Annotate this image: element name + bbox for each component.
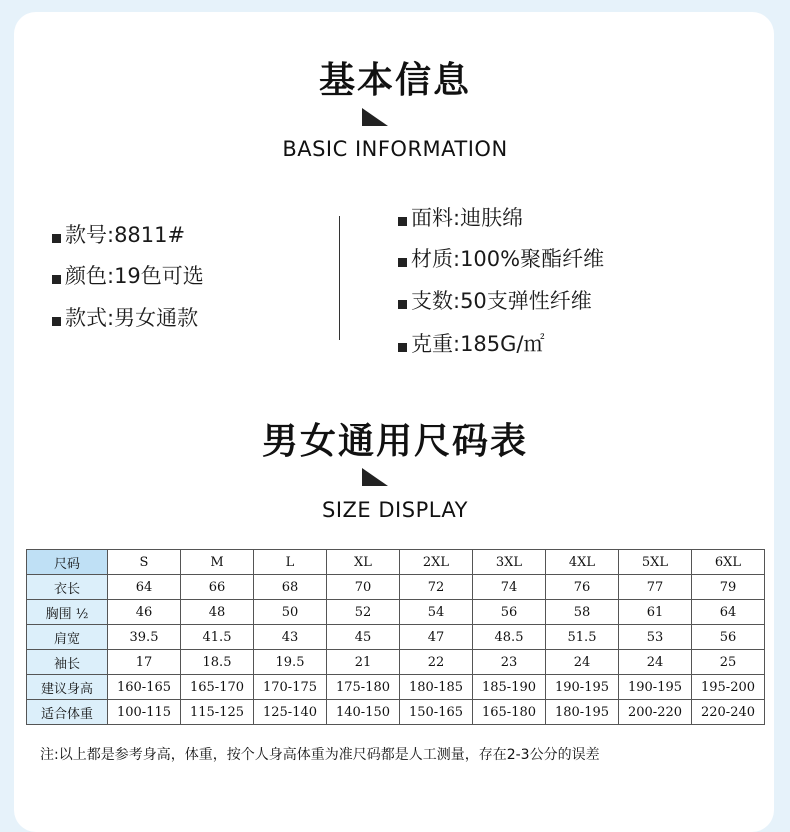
table-cell: 64 <box>108 575 181 600</box>
table-cell: 200-220 <box>619 700 692 725</box>
table-cell: 25 <box>692 650 765 675</box>
size-header-cell: S <box>108 550 181 575</box>
table-cell: 160-165 <box>108 675 181 700</box>
row-label-cell: 袖长 <box>27 650 108 675</box>
table-cell: 220-240 <box>692 700 765 725</box>
table-cell: 74 <box>473 575 546 600</box>
size-header-cell: 5XL <box>619 550 692 575</box>
table-cell: 48 <box>181 600 254 625</box>
table-row <box>27 625 765 650</box>
info-fabric <box>398 202 523 232</box>
table-cell: 39.5 <box>108 625 181 650</box>
triangle-marker-icon <box>362 108 388 126</box>
table-cell: 66 <box>181 575 254 600</box>
table-cell: 47 <box>400 625 473 650</box>
square-bullet-icon <box>52 275 61 284</box>
square-bullet-icon <box>52 317 61 326</box>
table-cell: 21 <box>327 650 400 675</box>
table-cell: 19.5 <box>254 650 327 675</box>
table-cell: 48.5 <box>473 625 546 650</box>
table-cell: 165-170 <box>181 675 254 700</box>
table-cell: 180-185 <box>400 675 473 700</box>
basic-info-subtitle: BASIC INFORMATION <box>282 137 508 161</box>
triangle-marker-icon <box>362 468 388 486</box>
table-cell: 23 <box>473 650 546 675</box>
table-cell: 165-180 <box>473 700 546 725</box>
info-color <box>52 260 204 290</box>
table-row <box>27 675 765 700</box>
table-cell: 180-195 <box>546 700 619 725</box>
size-header-cell: L <box>254 550 327 575</box>
table-cell: 24 <box>619 650 692 675</box>
table-cell: 50 <box>254 600 327 625</box>
row-label-cell: 适合体重 <box>27 700 108 725</box>
table-row <box>27 575 765 600</box>
info-text: 克重:185G/㎡ <box>411 332 545 356</box>
table-cell: 52 <box>327 600 400 625</box>
square-bullet-icon <box>398 258 407 267</box>
basic-info-title: 基本信息 <box>318 60 471 101</box>
row-label-cell: 衣长 <box>27 575 108 600</box>
table-cell: 43 <box>254 625 327 650</box>
row-label-cell: 尺码 <box>27 550 108 575</box>
table-cell: 24 <box>546 650 619 675</box>
table-cell: 45 <box>327 625 400 650</box>
info-yarn-count <box>398 285 592 315</box>
info-text: 颜色:19色可选 <box>65 264 204 288</box>
size-header-cell: 3XL <box>473 550 546 575</box>
info-fit <box>52 302 198 332</box>
info-material <box>398 243 604 273</box>
table-row <box>27 650 765 675</box>
size-header-cell: 2XL <box>400 550 473 575</box>
table-cell: 175-180 <box>327 675 400 700</box>
square-bullet-icon <box>398 217 407 226</box>
row-label-cell: 建议身高 <box>27 675 108 700</box>
info-weight <box>398 328 545 358</box>
info-text: 支数:50支弹性纤维 <box>411 289 592 313</box>
size-header-cell: 4XL <box>546 550 619 575</box>
table-cell: 61 <box>619 600 692 625</box>
info-text: 材质:100%聚酯纤维 <box>411 247 605 271</box>
table-cell: 79 <box>692 575 765 600</box>
info-text: 面料:迪肤绵 <box>411 206 524 230</box>
table-cell: 58 <box>546 600 619 625</box>
table-cell: 115-125 <box>181 700 254 725</box>
table-cell: 190-195 <box>546 675 619 700</box>
info-text: 款式:男女通款 <box>65 306 199 330</box>
table-cell: 125-140 <box>254 700 327 725</box>
table-cell: 70 <box>327 575 400 600</box>
table-cell: 56 <box>473 600 546 625</box>
size-header-cell: 6XL <box>692 550 765 575</box>
table-cell: 22 <box>400 650 473 675</box>
table-cell: 77 <box>619 575 692 600</box>
table-cell: 185-190 <box>473 675 546 700</box>
row-label-cell: 胸围 ½ <box>27 600 108 625</box>
square-bullet-icon <box>398 343 407 352</box>
table-cell: 76 <box>546 575 619 600</box>
info-text: 款号:8811# <box>65 223 186 247</box>
column-divider <box>339 216 340 340</box>
size-chart-title: 男女通用尺码表 <box>261 421 528 462</box>
table-cell: 51.5 <box>546 625 619 650</box>
table-cell: 56 <box>692 625 765 650</box>
table-cell: 41.5 <box>181 625 254 650</box>
table-cell: 170-175 <box>254 675 327 700</box>
info-style-number <box>52 219 185 249</box>
table-cell: 54 <box>400 600 473 625</box>
table-cell: 64 <box>692 600 765 625</box>
table-cell: 195-200 <box>692 675 765 700</box>
table-cell: 190-195 <box>619 675 692 700</box>
measurement-note: 注:以上都是参考身高，体重，按个人身高体重为准尺码都是人工测量，存在2-3公分的误差 <box>40 747 600 763</box>
table-cell: 68 <box>254 575 327 600</box>
table-header-row <box>27 550 765 575</box>
table-cell: 17 <box>108 650 181 675</box>
table-cell: 150-165 <box>400 700 473 725</box>
table-cell: 140-150 <box>327 700 400 725</box>
square-bullet-icon <box>52 234 61 243</box>
size-chart-subtitle: SIZE DISPLAY <box>322 498 468 522</box>
table-cell: 18.5 <box>181 650 254 675</box>
table-cell: 46 <box>108 600 181 625</box>
table-cell: 72 <box>400 575 473 600</box>
table-row <box>27 700 765 725</box>
size-header-cell: XL <box>327 550 400 575</box>
size-table <box>26 549 765 725</box>
size-header-cell: M <box>181 550 254 575</box>
table-cell: 100-115 <box>108 700 181 725</box>
table-cell: 53 <box>619 625 692 650</box>
row-label-cell: 肩宽 <box>27 625 108 650</box>
table-row <box>27 600 765 625</box>
square-bullet-icon <box>398 300 407 309</box>
